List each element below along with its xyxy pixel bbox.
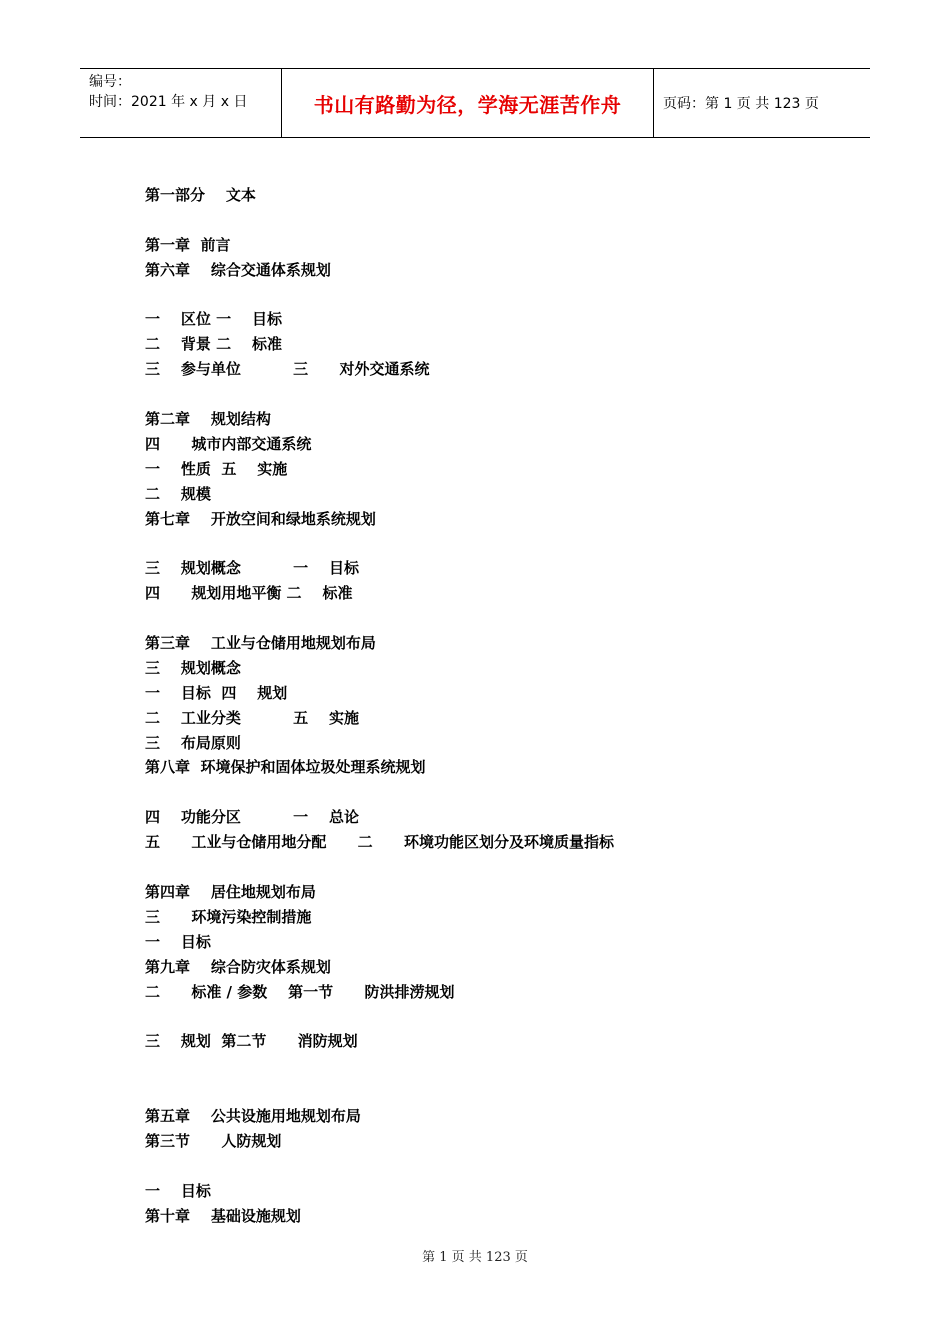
text-line: 二 标准 / 参数 第一节 防洪排涝规划 — [145, 982, 455, 1001]
text-line: 四 功能分区 一 总论 — [145, 808, 359, 827]
blank-line — [145, 1079, 614, 1104]
text-line: 二 背景 二 标准 — [145, 335, 283, 354]
text-line: 第六章 综合交通体系规划 — [145, 260, 331, 279]
text-line: 四 城市内部交通系统 — [145, 434, 312, 453]
blank-line — [145, 606, 614, 631]
text-line: 一 性质 五 实施 — [145, 459, 288, 478]
text-line: 第五章 公共设施用地规划布局 — [145, 1106, 361, 1125]
text-line: 一 目标 — [145, 1181, 211, 1200]
number-label: 编号： — [89, 74, 131, 90]
text-line: 一 目标 — [145, 932, 211, 951]
text-line: 五 工业与仓储用地分配 二 环境功能区划分及环境质量指标 — [145, 833, 615, 852]
blank-line — [145, 208, 614, 233]
text-line: 三 规划 第二节 消防规划 — [145, 1032, 358, 1051]
time-label: 时间：2021 年 x 月 x 日 — [89, 94, 248, 110]
blank-line — [145, 780, 614, 805]
header-meta-cell — [80, 69, 281, 137]
text-line: 第三章 工业与仓储用地规划布局 — [145, 634, 376, 653]
text-line: 第七章 开放空间和绿地系统规划 — [145, 509, 376, 528]
text-line: 第四章 居住地规划布局 — [145, 882, 316, 901]
text-line: 第二章 规划结构 — [145, 410, 271, 429]
text-line: 四 规划用地平衡 二 标准 — [145, 584, 353, 603]
blank-line — [145, 283, 614, 308]
page-header — [80, 68, 870, 138]
text-line: 第三节 人防规划 — [145, 1131, 282, 1150]
blank-line — [145, 1054, 614, 1079]
text-line: 三 参与单位 三 对外交通系统 — [145, 360, 430, 379]
text-line: 第一章 前言 — [145, 235, 231, 254]
text-line: 二 规模 — [145, 484, 211, 503]
motto-text: 书山有路勤为径，学海无涯苦作舟 — [313, 92, 622, 117]
text-line: 一 目标 四 规划 — [145, 683, 288, 702]
blank-line — [145, 382, 614, 407]
text-line: 三 规划概念 一 目标 — [145, 559, 359, 578]
page-footer: 第 1 页 共 123 页 — [422, 1250, 528, 1265]
header-page-cell — [654, 69, 870, 137]
text-line: 第九章 综合防灾体系规划 — [145, 957, 331, 976]
page-info: 页码：第 1 页 共 123 页 — [663, 96, 819, 112]
text-line: 第十章 基础设施规划 — [145, 1206, 301, 1225]
text-line: 三 布局原则 — [145, 733, 241, 752]
text-line: 三 规划概念 — [145, 658, 241, 677]
blank-line — [145, 1004, 614, 1029]
blank-line — [145, 855, 614, 880]
text-line: 二 工业分类 五 实施 — [145, 708, 359, 727]
blank-line — [145, 1154, 614, 1179]
header-motto-cell — [281, 69, 654, 137]
text-line: 一 区位 一 目标 — [145, 310, 283, 329]
document-body — [145, 183, 614, 1228]
text-line: 第一部分 文本 — [145, 186, 256, 204]
blank-line — [145, 531, 614, 556]
text-line: 第八章 环境保护和固体垃圾处理系统规划 — [145, 758, 426, 777]
text-line: 三 环境污染控制措施 — [145, 907, 312, 926]
